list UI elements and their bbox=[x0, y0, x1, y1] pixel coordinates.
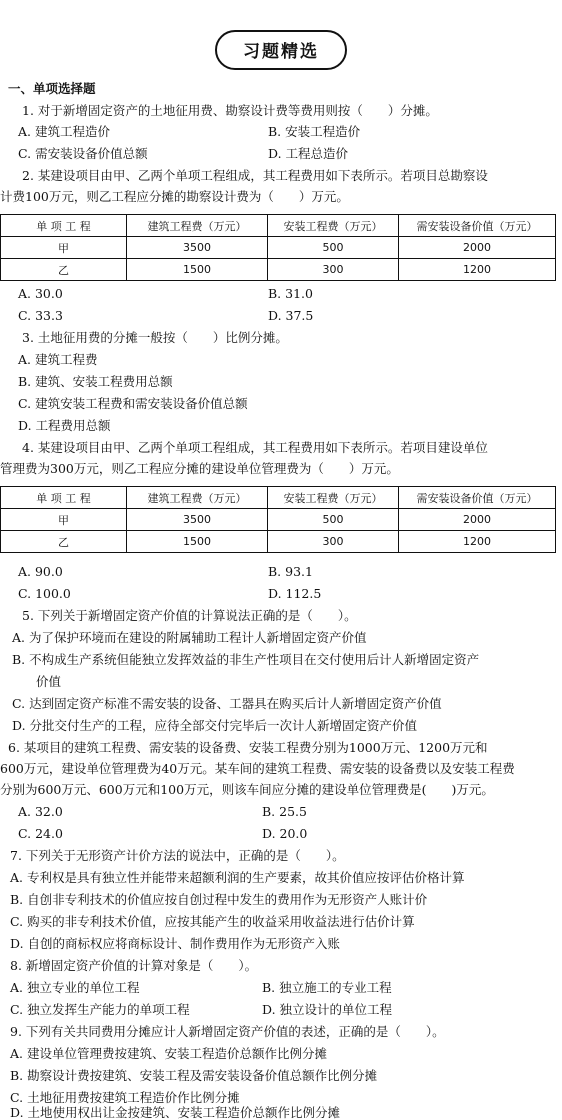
option-b-continued: 价值 bbox=[36, 674, 62, 689]
option-a: A. 建筑工程费 bbox=[18, 352, 98, 367]
option-b: B. 独立施工的专业工程 bbox=[262, 980, 392, 995]
question-stem: 9. 下列有关共同费用分摊应计人新增固定资产价值的表述，正确的是（ ）。 bbox=[10, 1024, 445, 1039]
option-a: A. 建筑工程造价 bbox=[18, 124, 110, 139]
option-d: D. 112.5 bbox=[268, 586, 322, 601]
table-cell: 3500 bbox=[127, 237, 268, 259]
table-cell: 300 bbox=[268, 259, 399, 281]
table-header-cell: 需安装设备价值（万元） bbox=[399, 487, 556, 509]
table-header-cell: 安装工程费（万元） bbox=[268, 215, 399, 237]
table-cell: 1200 bbox=[399, 259, 556, 281]
table-header-cell: 建筑工程费（万元） bbox=[127, 215, 268, 237]
option-a: A. 建设单位管理费按建筑、安装工程造价总额作比例分摊 bbox=[10, 1046, 327, 1061]
option-b: B. 建筑、安装工程费用总额 bbox=[18, 374, 173, 389]
table-header-cell: 建筑工程费（万元） bbox=[127, 487, 268, 509]
table-row bbox=[1, 531, 556, 553]
question-stem: 管理费为300万元，则乙工程应分摊的建设单位管理费为（ ）万元。 bbox=[0, 461, 399, 476]
option-b: B. 勘察设计费按建筑、安装工程及需安装设备价值总额作比例分摊 bbox=[10, 1068, 378, 1083]
table-cell: 乙 bbox=[1, 531, 127, 553]
question-stem: 7. 下列关于无形资产计价方法的说法中，正确的是（ ）。 bbox=[10, 848, 345, 863]
table-cell: 甲 bbox=[1, 237, 127, 259]
table-cell: 甲 bbox=[1, 509, 127, 531]
question-stem: 6. 某项目的建筑工程费、需安装的设备费、安装工程费分别为1000万元、1200万元和 bbox=[8, 740, 488, 755]
table-header-cell: 单 项 工 程 bbox=[1, 215, 127, 237]
table-cell: 1500 bbox=[127, 259, 268, 281]
table-row bbox=[1, 259, 556, 281]
question-stem: 1. 对于新增固定资产的土地征用费、勘察设计费等费用则按（ ）分摊。 bbox=[22, 103, 438, 118]
question-stem: 2. 某建设项目由甲、乙两个单项工程组成，其工程费用如下表所示。若项目总勘察设 bbox=[22, 168, 488, 183]
table-cell: 1200 bbox=[399, 531, 556, 553]
question-stem: 8. 新增固定资产价值的计算对象是（ ）。 bbox=[10, 958, 258, 973]
table-header-row bbox=[1, 215, 556, 237]
option-a: A. 30.0 bbox=[18, 286, 63, 301]
option-d: D. 20.0 bbox=[262, 826, 308, 841]
option-b: B. 安装工程造价 bbox=[268, 124, 361, 139]
option-c: C. 24.0 bbox=[18, 826, 63, 841]
table-row bbox=[1, 237, 556, 259]
question-stem: 计费100万元，则乙工程应分摊的勘察设计费为（ ）万元。 bbox=[0, 189, 349, 204]
option-c: C. 达到固定资产标准不需安装的设备、工器具在购买后计人新增固定资产价值 bbox=[12, 696, 442, 711]
title-area bbox=[0, 30, 562, 70]
table-cell: 300 bbox=[268, 531, 399, 553]
option-a: A. 独立专业的单位工程 bbox=[10, 980, 140, 995]
option-c: C. 需安装设备价值总额 bbox=[18, 146, 148, 161]
option-a: A. 为了保护环境而在建设的附属辅助工程计人新增固定资产价值 bbox=[12, 630, 367, 645]
option-d: D. 自创的商标权应将商标设计、制作费用作为无形资产入账 bbox=[10, 936, 341, 951]
section-heading: 一、单项选择题 bbox=[8, 81, 96, 96]
table-header-row bbox=[1, 487, 556, 509]
table-cell: 2000 bbox=[399, 237, 556, 259]
table-header-cell: 单 项 工 程 bbox=[1, 487, 127, 509]
option-b: B. 31.0 bbox=[268, 286, 313, 301]
option-b: B. 不构成生产系统但能独立发挥效益的非生产性项目在交付使用后计人新增固定资产 bbox=[12, 652, 480, 667]
table-cell: 2000 bbox=[399, 509, 556, 531]
option-c: C. 100.0 bbox=[18, 586, 71, 601]
option-d: D. 分批交付生产的工程，应待全部交付完毕后一次计人新增固定资产价值 bbox=[12, 718, 418, 733]
option-b: B. 25.5 bbox=[262, 804, 307, 819]
option-c: C. 建筑安装工程费和需安装设备价值总额 bbox=[18, 396, 248, 411]
option-d: D. 37.5 bbox=[268, 308, 314, 323]
question-stem: 600万元，建设单位管理费为40万元。某车间的建筑工程费、需安装的设备费以及安装工程费 bbox=[0, 761, 515, 776]
table-cell: 乙 bbox=[1, 259, 127, 281]
table-header-cell: 安装工程费（万元） bbox=[268, 487, 399, 509]
cost-table bbox=[0, 486, 556, 553]
table-cell: 500 bbox=[268, 509, 399, 531]
table-row bbox=[1, 509, 556, 531]
option-d: D. 独立设计的单位工程 bbox=[262, 1002, 393, 1017]
option-c: C. 购买的非专利技术价值，应按其能产生的收益采用收益法进行估价计算 bbox=[10, 914, 415, 929]
option-c: C. 33.3 bbox=[18, 308, 63, 323]
question-stem: 5. 下列关于新增固定资产价值的计算说法正确的是（ ）。 bbox=[22, 608, 357, 623]
option-b: B. 自创非专利技术的价值应按自创过程中发生的费用作为无形资产人账计价 bbox=[10, 892, 428, 907]
table-cell: 3500 bbox=[127, 509, 268, 531]
page-title: 习题精选 bbox=[215, 30, 347, 70]
option-c: C. 独立发挥生产能力的单项工程 bbox=[10, 1002, 190, 1017]
question-stem: 分别为600万元、600万元和100万元，则该车间应分摊的建设单位管理费是( )万元。 bbox=[0, 782, 494, 797]
option-a: A. 32.0 bbox=[18, 804, 63, 819]
option-d: D. 土地使用权出让金按建筑、安装工程造价总额作比例分摊 bbox=[10, 1105, 341, 1120]
table-header-cell: 需安装设备价值（万元） bbox=[399, 215, 556, 237]
option-a: A. 专利权是具有独立性并能带来超额利润的生产要素，故其价值应按评估价格计算 bbox=[10, 870, 465, 885]
question-stem: 4. 某建设项目由甲、乙两个单项工程组成，其工程费用如下表所示。若项目建设单位 bbox=[22, 440, 488, 455]
table-cell: 500 bbox=[268, 237, 399, 259]
option-a: A. 90.0 bbox=[18, 564, 63, 579]
table-cell: 1500 bbox=[127, 531, 268, 553]
question-stem: 3. 土地征用费的分摊一般按（ ）比例分摊。 bbox=[22, 330, 288, 345]
option-b: B. 93.1 bbox=[268, 564, 313, 579]
option-d: D. 工程费用总额 bbox=[18, 418, 111, 433]
option-d: D. 工程总造价 bbox=[268, 146, 349, 161]
option-c: C. 土地征用费按建筑工程造价作比例分摊 bbox=[10, 1090, 240, 1105]
cost-table bbox=[0, 214, 556, 281]
